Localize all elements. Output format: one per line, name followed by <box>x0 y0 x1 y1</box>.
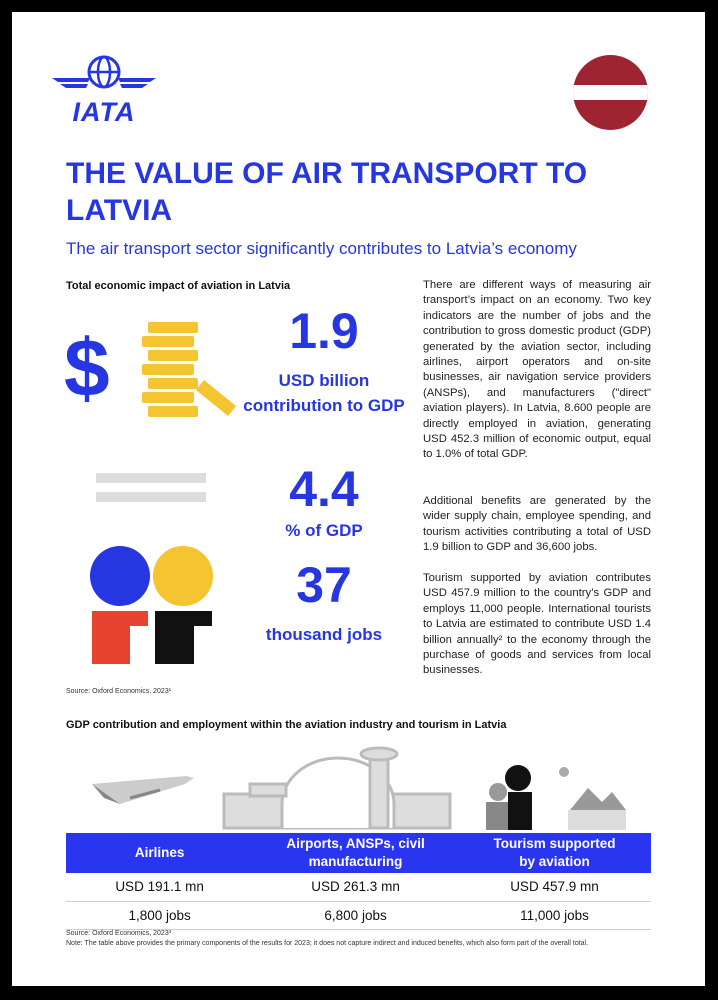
paragraph-intro: There are different ways of measuring air transport’s impact on an economy. Two key indicators are the number of jobs and the contribution to gross domestic product (GDP) generated by the aviation sector, including airlines, airport operators and on-site businesses, air navigation service providers (ANSPs), and manufacturers ("direct" aviation players). In Latvia, 8.600 people are directly employed in aviation, generating USD 452.3 million of economic output, equal to 1.0% of total GDP. <box>423 279 651 461</box>
iata-logo-text: IATA <box>72 97 136 127</box>
col-airlines: Airlines <box>66 833 253 873</box>
cell: 11,000 jobs <box>458 901 651 929</box>
airplane-icon <box>90 764 200 814</box>
table-row-gdp <box>66 873 651 901</box>
iata-logo <box>50 54 158 127</box>
globe-wings-icon <box>50 54 158 94</box>
section2-heading: GDP contribution and employment within the aviation industry and tourism in Latvia <box>66 719 507 731</box>
cell: USD 457.9 mn <box>458 873 651 901</box>
impact-source: Source: Oxford Economics, 2023¹ <box>66 688 172 695</box>
people-jobs-icon <box>90 546 220 666</box>
coins-icon <box>132 320 242 420</box>
tourism-icon <box>480 752 630 830</box>
impact-heading: Total economic impact of aviation in Latvia <box>66 280 291 292</box>
stat-jobs-value: 37 <box>296 557 352 613</box>
cell: USD 191.1 mn <box>66 873 253 901</box>
table-row-jobs <box>66 901 651 929</box>
col-airports: Airports, ANSPs, civil manufacturing <box>253 833 458 873</box>
table-note: Note: The table above provides the primary components of the results for 2023; it does not capture indirect and induced benefits, which also form part of the overall total. <box>66 940 589 947</box>
cell: USD 261.3 mn <box>253 873 458 901</box>
page <box>12 12 705 986</box>
paragraph-additional: Additional benefits are generated by the wider supply chain, employee spending, and tourism activities contributing a total of USD 1.9 billion to GDP and 36,600 jobs. <box>423 495 651 554</box>
stat-percent-value: 4.4 <box>289 461 359 517</box>
table-header-row <box>66 833 651 873</box>
dollar-icon: $ <box>64 323 110 414</box>
airport-icon <box>222 734 452 830</box>
page-subtitle: The air transport sector significantly contributes to Latvia’s economy <box>66 239 577 258</box>
stat-gdp-label: USD billion contribution to GDP <box>243 371 405 415</box>
stat-gdp-value: 1.9 <box>289 303 359 359</box>
gdp-employment-table <box>66 833 651 930</box>
latvia-flag <box>573 55 648 130</box>
cell: 6,800 jobs <box>253 901 458 929</box>
cell: 1,800 jobs <box>66 901 253 929</box>
stat-percent-label: % of GDP <box>285 521 363 540</box>
page-title: THE VALUE OF AIR TRANSPORT TO LATVIA <box>66 157 588 227</box>
col-tourism: Tourism supported by aviation <box>458 833 651 873</box>
table-source: Source: Oxford Economics, 2023³ <box>66 930 172 937</box>
percent-bars-icon <box>96 473 206 502</box>
paragraph-tourism: Tourism supported by aviation contributes USD 457.9 million to the country’s GDP and employs 11,000 people. International tourists to Latvia are estimated to contribute USD 1.4 billion annually² to the economy through the purchase of goods and services from local businesses. <box>423 572 651 677</box>
stat-jobs-label: thousand jobs <box>265 625 383 644</box>
